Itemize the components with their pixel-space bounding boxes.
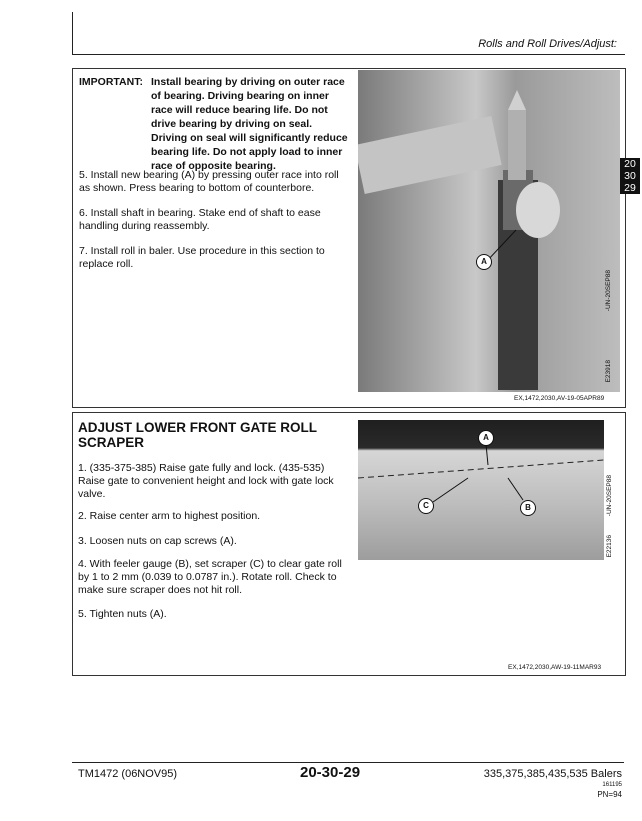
footer-page-number: 20-30-29: [300, 764, 361, 781]
bearing-install-photo: [358, 70, 620, 392]
step-1-raise-gate: 1. (335-375-385) Raise gate fully and lock. (435-535) Raise gate to convenient height and lock with gate lock valve.: [78, 462, 334, 500]
section-tab-30: 30: [620, 170, 640, 182]
step-5-install-bearing: 5. Install new bearing (A) by pressing outer race into roll as shown. Press bearing to bottom of counterbore.: [79, 169, 339, 194]
bearing-illustration: [358, 70, 620, 392]
footer-rule: [72, 762, 624, 763]
footer-manual-id: TM1472 (06NOV95): [78, 768, 178, 780]
callout-a: A: [476, 254, 492, 270]
step-7-install-roll: 7. Install roll in baler. Use procedure in this section to replace roll.: [79, 245, 325, 270]
section-heading: ADJUST LOWER FRONT GATE ROLL SCRAPER: [78, 420, 317, 450]
callout-a: A: [478, 430, 494, 446]
photo-caption: EX,1472,2030,AW-19-11MAR93: [508, 664, 602, 671]
section-tab-29: 29: [620, 182, 640, 194]
step-6-install-shaft: 6. Install shaft in bearing. Stake end of shaft to ease handling during reassembly.: [79, 207, 321, 232]
photo-number: E22136: [606, 535, 613, 558]
step-2-raise-arm: 2. Raise center arm to highest position.: [78, 510, 261, 522]
step-5-tighten-nuts: 5. Tighten nuts (A).: [78, 608, 167, 620]
photo-number: E23918: [605, 360, 612, 383]
photo-id: -UN-20SEP88: [605, 270, 612, 312]
callout-b: B: [520, 500, 536, 516]
footer-models: 335,375,385,435,535 Balers: [483, 768, 622, 780]
important-note: [79, 75, 349, 173]
important-text: Install bearing by driving on outer race of bearing. Driving bearing on inner race will reduce bearing life. Do not drive bearing by driving on seal. Driving on seal will significantly reduce bearing life. Do not apply load to inner race of opposite bearing.: [151, 76, 348, 172]
scraper-adjust-photo: [358, 420, 604, 560]
section-tab-20: 20: [620, 158, 640, 170]
photo-caption: EX,1472,2030,AV-19-05APR89: [514, 395, 605, 402]
footer-pn: PN=94: [597, 790, 622, 799]
footer-date-code: 161195: [602, 782, 622, 788]
callout-c: C: [418, 498, 434, 514]
page-header: [72, 12, 625, 55]
photo-id: -UN-20SEP88: [606, 475, 613, 517]
step-3-loosen-nuts: 3. Loosen nuts on cap screws (A).: [78, 535, 237, 547]
important-label: IMPORTANT:: [79, 76, 143, 88]
header-title: Rolls and Roll Drives/Adjust:: [478, 38, 617, 50]
step-4-set-scraper: 4. With feeler gauge (B), set scraper (C) to clear gate roll by 1 to 2 mm (0.039 to 0.0787 in.). Rotate roll. Check to make sure scraper does not hit roll.: [78, 558, 342, 596]
